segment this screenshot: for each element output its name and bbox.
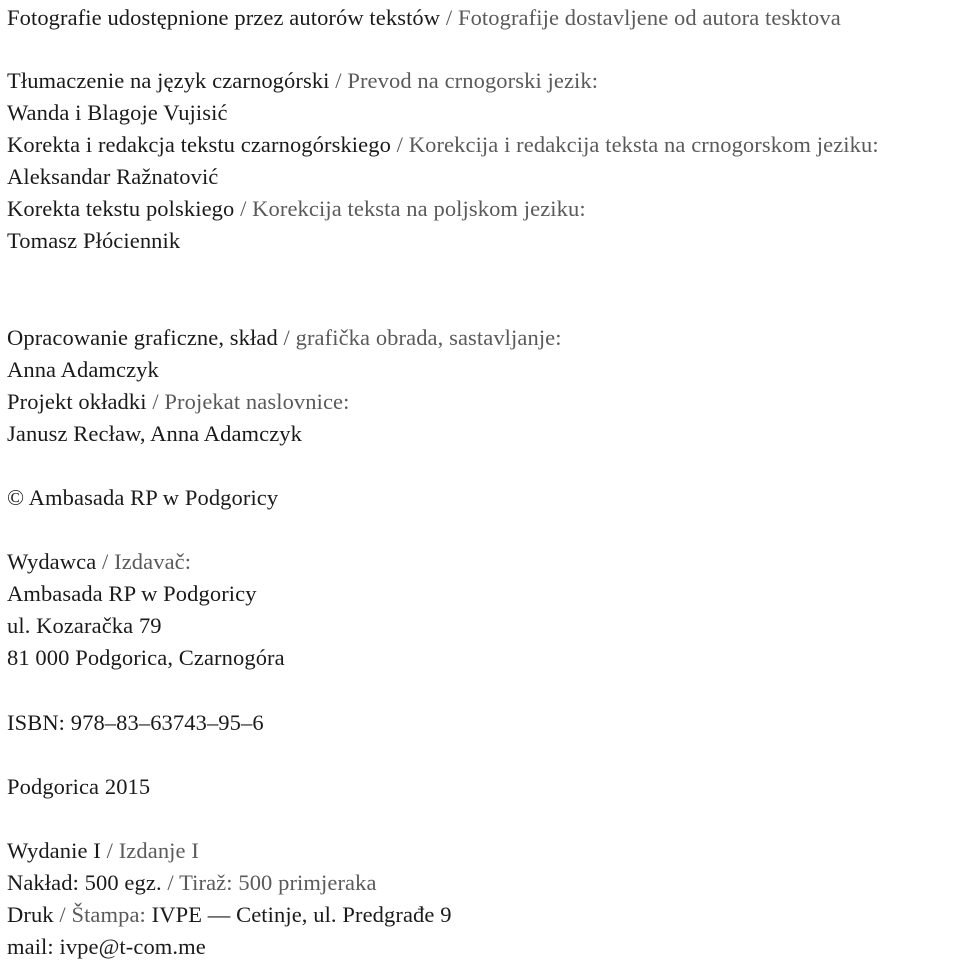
separator: / (161, 870, 180, 895)
edition-pl: Wydanie I (7, 838, 101, 863)
separator: / (146, 389, 165, 414)
cover-heading-me: Projekat naslovnice: (164, 389, 350, 414)
translators-names: Wanda i Blagoje Vujisić (7, 100, 228, 125)
separator: / (53, 902, 72, 927)
cover-heading-pl: Projekt okładki (7, 389, 147, 414)
translation-heading-pl: Tłumaczenie na język czarnogórski (7, 68, 330, 93)
photo-credits-line (7, 2, 841, 34)
photo-credits-me: Fotografije dostavljene od autora tesktova (457, 5, 841, 30)
photo-credits-pl: Fotografie udostępnione przez autorów tekstów (7, 5, 441, 30)
graphics-designer-name: Anna Adamczyk (7, 357, 159, 382)
proofreading-me-heading-pl: Korekta i redakcja tekstu czarnogórskiego (7, 132, 391, 157)
separator: / (100, 838, 119, 863)
publisher-street: ul. Kozaračka 79 (7, 613, 162, 638)
proofreading-me-heading-me: Korekcija i redakcija teksta na crnogorskom jeziku: (408, 132, 879, 157)
proofreading-pl-heading-me: Korekcija teksta na poljskom jeziku: (252, 196, 586, 221)
edition-line (7, 835, 199, 867)
cover-designers-names: Janusz Recław, Anna Adamczyk (7, 421, 303, 446)
edition-me: Izdanje I (118, 838, 199, 863)
publisher-heading-pl: Wydawca (7, 549, 97, 574)
graphics-heading-me: grafička obrada, sastavljanje: (295, 325, 562, 350)
print-run-line (7, 867, 377, 899)
separator: / (234, 196, 253, 221)
place-year: Podgorica 2015 (7, 774, 151, 799)
publisher-heading (7, 546, 191, 578)
isbn: ISBN: 978–83–63743–95–6 (7, 710, 264, 735)
cover-heading (7, 386, 350, 418)
separator: / (390, 132, 409, 157)
printing-me: Štampa: (71, 902, 146, 927)
printer-details: IVPE — Cetinje, ul. Predgrađe 9 (145, 902, 452, 927)
printer-email: mail: ivpe@t-com.me (7, 934, 206, 959)
proofreading-me-heading (7, 129, 879, 161)
translation-heading-me: Prevod na crnogorski jezik: (347, 68, 599, 93)
printing-line (7, 899, 452, 931)
separator: / (329, 68, 348, 93)
graphics-heading (7, 322, 562, 354)
printing-pl: Druk (7, 902, 54, 927)
publisher-name: Ambasada RP w Podgoricy (7, 581, 257, 606)
separator: / (440, 5, 458, 30)
proofreader-pl-name: Tomasz Płóciennik (7, 228, 181, 253)
translation-heading (7, 65, 598, 97)
publisher-city: 81 000 Podgorica, Czarnogóra (7, 645, 285, 670)
proofreading-pl-heading (7, 193, 586, 225)
print-run-pl: Nakład: 500 egz. (7, 870, 162, 895)
proofreader-me-name: Aleksandar Ražnatović (7, 164, 219, 189)
print-run-me: Tiraž: 500 primjeraka (179, 870, 377, 895)
graphics-heading-pl: Opracowanie graficzne, skład (7, 325, 278, 350)
proofreading-pl-heading-pl: Korekta tekstu polskiego (7, 196, 235, 221)
publisher-heading-me: Izdavač: (114, 549, 192, 574)
copyright-line: © Ambasada RP w Podgoricy (7, 485, 279, 510)
separator: / (96, 549, 115, 574)
separator: / (277, 325, 296, 350)
